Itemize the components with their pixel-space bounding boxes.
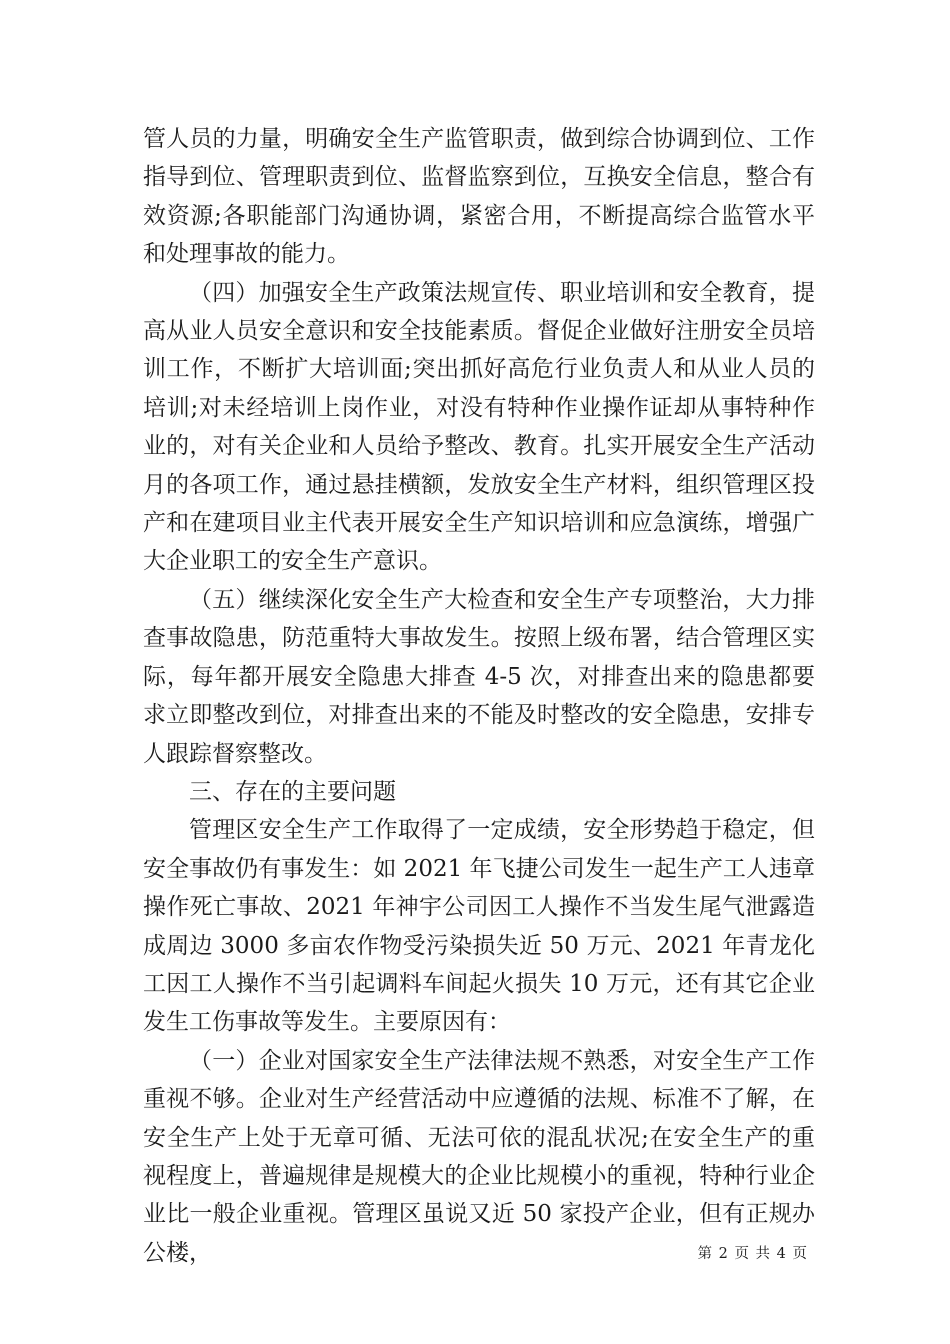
- section-heading-three: 三、存在的主要问题: [189, 778, 396, 805]
- document-body: [143, 120, 815, 1272]
- page-number-footer: 第 2 页 共 4 页: [697, 1246, 808, 1262]
- paragraph-overview-problems: 管理区安全生产工作取得了一定成绩，安全形势趋于稳定，但安全事故仍有事发生：如 2021 年飞捷公司发生一起生产工人违章操作死亡事故、2021 年神宇公司因工人操作不当发生尾气泄露造成周边 3000 多亩农作物受污染损失近 50 万元、2021 年青龙化工因工人操作不当引起调料车间起火损失 10 万元，还有其它企业发生工伤事故等发生。主要原因有：: [143, 817, 815, 1036]
- paragraph-continuation: 管人员的力量，明确安全生产监管职责，做到综合协调到位、工作指导到位、管理职责到位、监督监察到位，互换安全信息，整合有效资源;各职能部门沟通协调，紧密合用，不断提高综合监管水平和处理事故的能力。: [143, 126, 815, 268]
- paragraph-item-one: （一）企业对国家安全生产法律法规不熟悉，对安全生产工作重视不够。企业对生产经营活动中应遵循的法规、标准不了解，在安全生产上处于无章可循、无法可依的混乱状况;在安全生产的重视程度上，普遍规律是规模大的企业比规模小的重视，特种行业企业比一般企业重视。管理区虽说又近 50 家投产企业，但有正规办公楼，: [143, 1047, 815, 1266]
- paragraph-item-four: （四）加强安全生产政策法规宣传、职业培训和安全教育，提高从业人员安全意识和安全技能素质。督促企业做好注册安全员培训工作，不断扩大培训面;突出抓好高危行业负责人和从业人员的培训;对未经培训上岗作业，对没有特种作业操作证却从事特种作业的，对有关企业和人员给予整改、教育。扎实开展安全生产活动月的各项工作，通过悬挂横额，发放安全生产材料，组织管理区投产和在建项目业主代表开展安全生产知识培训和应急演练，增强广大企业职工的安全生产意识。: [143, 279, 815, 575]
- paragraph-item-five: （五）继续深化安全生产大检查和安全生产专项整治，大力排查事故隐患，防范重特大事故发生。按照上级布署，结合管理区实际，每年都开展安全隐患大排查 4-5 次，对排查出来的隐患都要求立即整改到位，对排查出来的不能及时整改的安全隐患，安排专人跟踪督察整改。: [143, 586, 815, 767]
